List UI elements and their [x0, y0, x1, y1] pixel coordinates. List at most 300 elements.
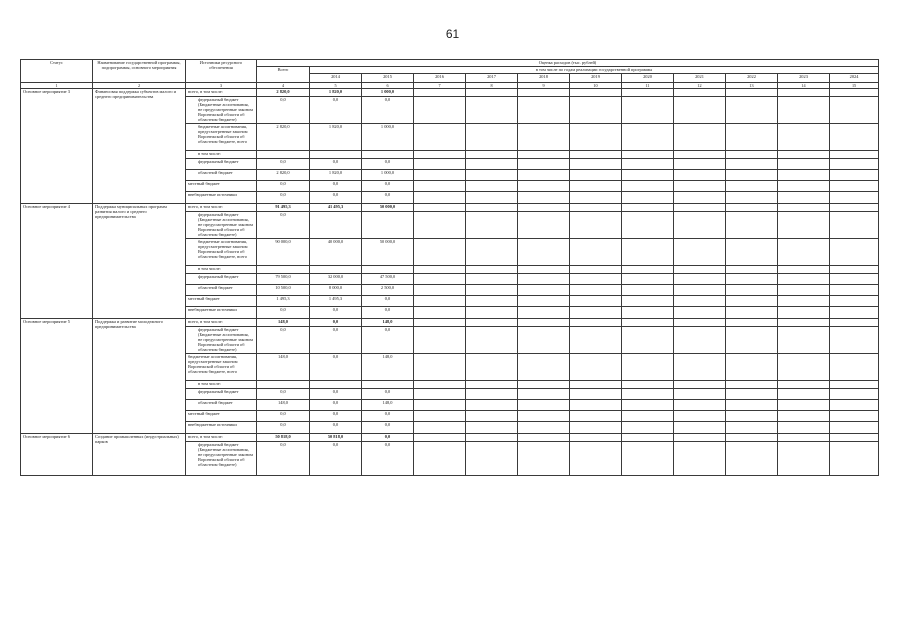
cell-empty — [726, 97, 778, 124]
cell-empty — [414, 327, 466, 354]
cell-empty — [518, 389, 570, 400]
cell-empty — [570, 285, 622, 296]
cell-empty — [518, 192, 570, 204]
cell-y2014 — [310, 151, 362, 159]
cell-empty — [570, 296, 622, 307]
cell-empty — [830, 381, 879, 389]
cell-empty — [518, 124, 570, 151]
header-name: Наименование государственной программы, подпрограммы, основного мероприятия — [93, 60, 186, 83]
cell-empty — [778, 434, 830, 442]
cell-empty — [622, 204, 674, 212]
table-row — [21, 434, 879, 442]
cell-empty — [570, 212, 622, 239]
cell-empty — [414, 212, 466, 239]
cell-empty — [622, 266, 674, 274]
cell-empty — [778, 411, 830, 422]
cell-empty — [414, 296, 466, 307]
column-index: 13 — [726, 83, 778, 89]
cell-empty — [778, 274, 830, 285]
cell-empty — [726, 192, 778, 204]
cell-empty — [466, 411, 518, 422]
cell-empty — [622, 327, 674, 354]
cell-y2015 — [362, 381, 414, 389]
cell-y2015: 0,0 — [362, 97, 414, 124]
cell-empty — [414, 159, 466, 170]
header-year: 2018 — [518, 74, 570, 83]
row-source: всего, в том числе: — [186, 319, 257, 327]
cell-y2015 — [362, 266, 414, 274]
cell-empty — [466, 319, 518, 327]
page-number: 61 — [445, 27, 460, 41]
cell-empty — [830, 89, 879, 97]
cell-empty — [674, 422, 726, 434]
cell-empty — [518, 319, 570, 327]
row-source: областной бюджет — [186, 170, 257, 181]
row-program-name: Финансовая поддержка субъектов малого и среднего предпринимательства — [93, 89, 186, 204]
column-index: 15 — [830, 83, 879, 89]
cell-empty — [674, 124, 726, 151]
cell-y2015: 148,0 — [362, 400, 414, 411]
cell-y2014: 0,0 — [310, 400, 362, 411]
cell-empty — [622, 381, 674, 389]
cell-empty — [830, 327, 879, 354]
cell-total: 0,0 — [257, 181, 310, 192]
column-index: 11 — [622, 83, 674, 89]
cell-empty — [414, 285, 466, 296]
cell-empty — [414, 89, 466, 97]
header-year: 2014 — [310, 74, 362, 83]
cell-empty — [570, 381, 622, 389]
row-source: местный бюджет — [186, 296, 257, 307]
cell-empty — [414, 97, 466, 124]
cell-empty — [466, 307, 518, 319]
header-by-years: в том числе по годам реализации государственной программы — [310, 67, 879, 74]
cell-empty — [674, 266, 726, 274]
header-year: 2022 — [726, 74, 778, 83]
cell-empty — [518, 307, 570, 319]
cell-total: 148,0 — [257, 354, 310, 381]
header-year: 2024 — [830, 74, 879, 83]
column-index: 5 — [310, 83, 362, 89]
cell-total: 0,0 — [257, 192, 310, 204]
row-source: местный бюджет — [186, 411, 257, 422]
cell-empty — [830, 274, 879, 285]
cell-empty — [622, 170, 674, 181]
header-estimate: Оценка расходов (тыс. рублей) — [257, 60, 879, 67]
row-source: всего, в том числе: — [186, 434, 257, 442]
cell-empty — [726, 181, 778, 192]
row-status: Основное мероприятие 5 — [21, 319, 93, 434]
table-row — [21, 89, 879, 97]
cell-empty — [570, 97, 622, 124]
cell-empty — [570, 124, 622, 151]
cell-empty — [466, 266, 518, 274]
cell-y2014: 1 820,0 — [310, 170, 362, 181]
cell-empty — [778, 97, 830, 124]
cell-empty — [830, 124, 879, 151]
cell-total: 0,0 — [257, 327, 310, 354]
cell-y2015: 0,0 — [362, 442, 414, 476]
cell-empty — [830, 442, 879, 476]
cell-total — [257, 381, 310, 389]
cell-empty — [622, 389, 674, 400]
cell-empty — [778, 170, 830, 181]
cell-empty — [726, 170, 778, 181]
cell-empty — [466, 89, 518, 97]
cell-empty — [830, 204, 879, 212]
row-source: местный бюджет — [186, 181, 257, 192]
cell-empty — [726, 389, 778, 400]
cell-empty — [570, 204, 622, 212]
column-index: 4 — [257, 83, 310, 89]
cell-empty — [622, 192, 674, 204]
cell-empty — [726, 274, 778, 285]
cell-total: 10 500,0 — [257, 285, 310, 296]
cell-y2014: 0,0 — [310, 181, 362, 192]
cell-empty — [518, 97, 570, 124]
cell-y2014: 0,0 — [310, 354, 362, 381]
cell-empty — [466, 296, 518, 307]
cell-empty — [466, 381, 518, 389]
cell-empty — [830, 389, 879, 400]
cell-empty — [518, 170, 570, 181]
cell-empty — [622, 400, 674, 411]
cell-empty — [622, 274, 674, 285]
cell-y2015: 47 500,0 — [362, 274, 414, 285]
row-source: в том числе: — [186, 266, 257, 274]
cell-empty — [622, 411, 674, 422]
cell-empty — [674, 170, 726, 181]
cell-total: 0,0 — [257, 159, 310, 170]
cell-empty — [570, 389, 622, 400]
cell-empty — [674, 442, 726, 476]
cell-empty — [570, 151, 622, 159]
cell-empty — [778, 239, 830, 266]
cell-empty — [466, 97, 518, 124]
cell-total: 0,0 — [257, 97, 310, 124]
cell-total: 1 495,3 — [257, 296, 310, 307]
cell-y2015: 148,0 — [362, 354, 414, 381]
cell-empty — [622, 422, 674, 434]
cell-y2014: 50 818,0 — [310, 434, 362, 442]
cell-empty — [466, 422, 518, 434]
cell-empty — [830, 434, 879, 442]
cell-empty — [466, 170, 518, 181]
cell-empty — [570, 327, 622, 354]
cell-total: 148,0 — [257, 400, 310, 411]
cell-empty — [570, 181, 622, 192]
cell-y2014: 1 495,3 — [310, 296, 362, 307]
row-source: бюджетные ассигнования, предусмотренные законом Воронежской области об областном бюджете, всего — [186, 239, 257, 266]
cell-empty — [518, 285, 570, 296]
cell-empty — [830, 307, 879, 319]
cell-empty — [726, 381, 778, 389]
cell-y2014: 0,0 — [310, 327, 362, 354]
cell-empty — [518, 381, 570, 389]
header-status: Статус — [21, 60, 93, 83]
cell-empty — [622, 442, 674, 476]
cell-empty — [674, 389, 726, 400]
cell-empty — [414, 124, 466, 151]
cell-empty — [674, 97, 726, 124]
cell-empty — [778, 266, 830, 274]
cell-empty — [570, 434, 622, 442]
cell-empty — [518, 442, 570, 476]
row-source: областной бюджет — [186, 400, 257, 411]
cell-empty — [466, 204, 518, 212]
cell-empty — [778, 124, 830, 151]
cell-y2015: 0,0 — [362, 422, 414, 434]
cell-empty — [622, 181, 674, 192]
row-source: в том числе: — [186, 381, 257, 389]
cell-empty — [674, 434, 726, 442]
cell-y2014: 8 000,0 — [310, 285, 362, 296]
cell-empty — [778, 296, 830, 307]
cell-empty — [674, 89, 726, 97]
header-total: Всего — [257, 67, 310, 83]
header-year: 2023 — [778, 74, 830, 83]
cell-empty — [518, 422, 570, 434]
cell-total: 2 820,0 — [257, 170, 310, 181]
cell-empty — [518, 411, 570, 422]
cell-empty — [830, 181, 879, 192]
cell-y2015: 0,0 — [362, 181, 414, 192]
cell-empty — [622, 285, 674, 296]
row-source: всего, в том числе: — [186, 204, 257, 212]
cell-empty — [622, 124, 674, 151]
cell-empty — [830, 97, 879, 124]
header-year: 2020 — [622, 74, 674, 83]
cell-empty — [830, 266, 879, 274]
cell-y2014: 0,0 — [310, 442, 362, 476]
cell-empty — [830, 239, 879, 266]
cell-empty — [830, 151, 879, 159]
cell-empty — [778, 327, 830, 354]
row-status: Основное мероприятие 3 — [21, 89, 93, 204]
row-source: внебюджетные источники — [186, 307, 257, 319]
cell-empty — [570, 266, 622, 274]
row-source: областной бюджет — [186, 285, 257, 296]
cell-empty — [518, 212, 570, 239]
cell-empty — [778, 89, 830, 97]
cell-empty — [414, 411, 466, 422]
cell-y2015: 2 500,0 — [362, 285, 414, 296]
cell-empty — [622, 354, 674, 381]
column-index: 6 — [362, 83, 414, 89]
cell-y2015: 1 000,0 — [362, 170, 414, 181]
row-source: в том числе: — [186, 151, 257, 159]
cell-empty — [674, 354, 726, 381]
column-index: 14 — [778, 83, 830, 89]
row-program-name: Создание промышленных (индустриальных) парков — [93, 434, 186, 476]
column-index: 9 — [518, 83, 570, 89]
cell-empty — [622, 212, 674, 239]
cell-empty — [414, 434, 466, 442]
cell-empty — [518, 151, 570, 159]
cell-total: 91 495,3 — [257, 204, 310, 212]
cell-empty — [466, 181, 518, 192]
cell-empty — [726, 204, 778, 212]
row-source: бюджетные ассигнования, предусмотренные законом Воронежской области об областном бюджете, всего — [186, 354, 257, 381]
cell-empty — [466, 192, 518, 204]
cell-empty — [674, 319, 726, 327]
cell-empty — [518, 239, 570, 266]
cell-empty — [414, 354, 466, 381]
cell-empty — [414, 400, 466, 411]
cell-empty — [570, 411, 622, 422]
cell-y2015: 0,0 — [362, 389, 414, 400]
cell-empty — [778, 389, 830, 400]
cell-y2015: 0,0 — [362, 327, 414, 354]
cell-empty — [518, 181, 570, 192]
cell-empty — [466, 151, 518, 159]
cell-empty — [778, 354, 830, 381]
cell-empty — [570, 274, 622, 285]
cell-empty — [778, 307, 830, 319]
cell-empty — [518, 204, 570, 212]
cell-empty — [674, 204, 726, 212]
column-index: 7 — [414, 83, 466, 89]
cell-empty — [622, 319, 674, 327]
cell-empty — [570, 89, 622, 97]
cell-total: 0,0 — [257, 422, 310, 434]
column-index: 1 — [21, 83, 93, 89]
cell-empty — [674, 307, 726, 319]
cell-total: 2 820,0 — [257, 89, 310, 97]
cell-empty — [570, 307, 622, 319]
cell-empty — [622, 97, 674, 124]
cell-empty — [414, 307, 466, 319]
cell-empty — [414, 192, 466, 204]
cell-empty — [830, 422, 879, 434]
cell-empty — [414, 151, 466, 159]
cell-y2014: 0,0 — [310, 192, 362, 204]
cell-empty — [466, 354, 518, 381]
cell-total: 90 000,0 — [257, 239, 310, 266]
cell-y2015: 0,0 — [362, 411, 414, 422]
cell-empty — [622, 151, 674, 159]
cell-empty — [570, 192, 622, 204]
cell-empty — [466, 285, 518, 296]
cell-empty — [518, 159, 570, 170]
cell-empty — [674, 400, 726, 411]
cell-empty — [622, 159, 674, 170]
cell-total: 148,0 — [257, 319, 310, 327]
cell-empty — [726, 212, 778, 239]
cell-empty — [466, 434, 518, 442]
header-year: 2021 — [674, 74, 726, 83]
cell-empty — [518, 400, 570, 411]
cell-empty — [778, 400, 830, 411]
cell-total: 79 500,0 — [257, 274, 310, 285]
row-source: всего, в том числе: — [186, 89, 257, 97]
cell-total: 2 820,0 — [257, 124, 310, 151]
cell-y2014: 0,0 — [310, 307, 362, 319]
cell-empty — [414, 381, 466, 389]
cell-empty — [414, 170, 466, 181]
row-source: федеральный бюджет (Бюджетные ассигнования, не предусмотренные законом Воронежской области об областном бюджете) — [186, 212, 257, 239]
cell-empty — [674, 381, 726, 389]
column-index: 10 — [570, 83, 622, 89]
cell-y2014: 0,0 — [310, 97, 362, 124]
cell-empty — [414, 389, 466, 400]
cell-y2015: 0,0 — [362, 307, 414, 319]
cell-empty — [674, 411, 726, 422]
cell-empty — [674, 274, 726, 285]
cell-empty — [830, 319, 879, 327]
cell-empty — [830, 296, 879, 307]
cell-empty — [518, 274, 570, 285]
cell-empty — [726, 307, 778, 319]
cell-y2014: 41 495,3 — [310, 204, 362, 212]
cell-empty — [830, 212, 879, 239]
cell-empty — [726, 124, 778, 151]
cell-empty — [570, 422, 622, 434]
cell-total — [257, 266, 310, 274]
column-index: 2 — [93, 83, 186, 89]
header-source: Источники ресурсного обеспечения — [186, 60, 257, 83]
cell-empty — [466, 212, 518, 239]
cell-empty — [674, 239, 726, 266]
cell-y2014: 0,0 — [310, 411, 362, 422]
cell-total: 0,0 — [257, 389, 310, 400]
cell-empty — [830, 170, 879, 181]
cell-y2015: 0,0 — [362, 192, 414, 204]
cell-empty — [674, 296, 726, 307]
cell-y2014 — [310, 381, 362, 389]
cell-empty — [414, 319, 466, 327]
budget-table — [20, 59, 879, 476]
cell-empty — [518, 89, 570, 97]
column-index: 12 — [674, 83, 726, 89]
cell-empty — [830, 354, 879, 381]
cell-empty — [570, 239, 622, 266]
cell-empty — [778, 422, 830, 434]
row-source: внебюджетные источники — [186, 192, 257, 204]
row-program-name: Поддержка муниципальных программ развития малого и среднего предпринимательства — [93, 204, 186, 319]
cell-empty — [466, 442, 518, 476]
cell-empty — [570, 400, 622, 411]
cell-empty — [622, 239, 674, 266]
column-index: 8 — [466, 83, 518, 89]
cell-empty — [778, 192, 830, 204]
cell-empty — [674, 151, 726, 159]
cell-empty — [726, 327, 778, 354]
cell-empty — [570, 170, 622, 181]
cell-empty — [674, 285, 726, 296]
row-source: федеральный бюджет (Бюджетные ассигнования, не предусмотренные законом Воронежской области об областном бюджете) — [186, 442, 257, 476]
cell-empty — [726, 422, 778, 434]
cell-empty — [726, 319, 778, 327]
cell-empty — [518, 354, 570, 381]
cell-empty — [830, 159, 879, 170]
cell-empty — [414, 204, 466, 212]
cell-total: 0,0 — [257, 307, 310, 319]
cell-empty — [674, 212, 726, 239]
header-year: 2019 — [570, 74, 622, 83]
cell-y2014: 1 820,0 — [310, 89, 362, 97]
table-row — [21, 204, 879, 212]
cell-empty — [778, 319, 830, 327]
cell-empty — [570, 442, 622, 476]
cell-empty — [570, 319, 622, 327]
cell-y2015: 1 000,0 — [362, 124, 414, 151]
cell-empty — [830, 285, 879, 296]
header-year: 2017 — [466, 74, 518, 83]
cell-empty — [830, 411, 879, 422]
cell-empty — [726, 296, 778, 307]
cell-empty — [622, 434, 674, 442]
